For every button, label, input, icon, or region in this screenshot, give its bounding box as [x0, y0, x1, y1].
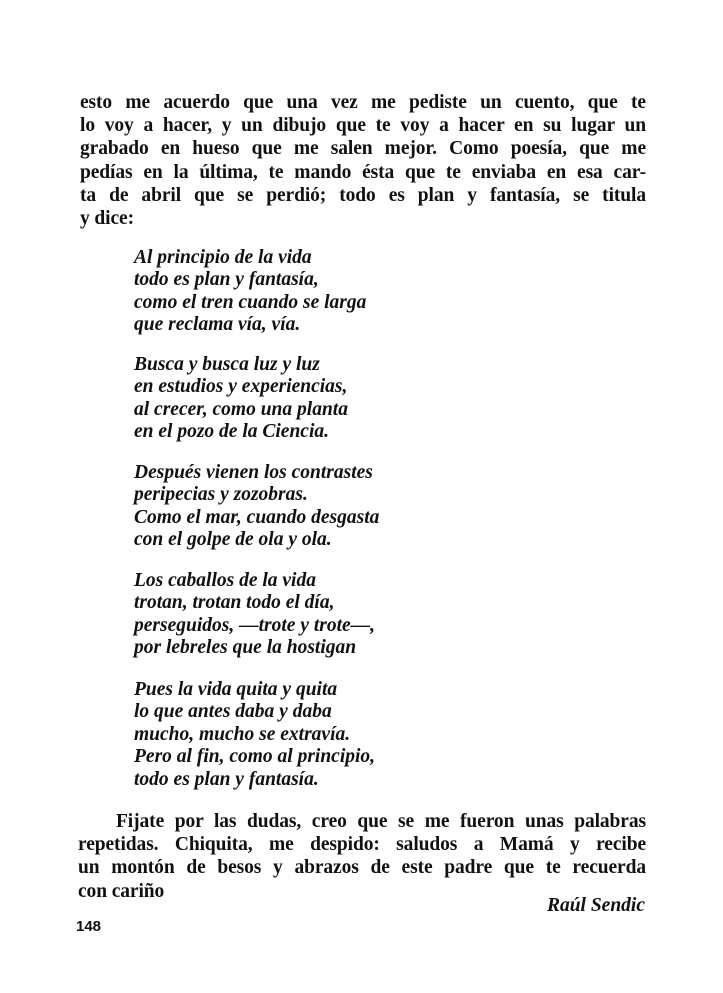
poem-line: Los caballos de la vida: [134, 570, 316, 591]
text-line: lo voy a hacer, y un dibujo que te voy a hacer en su lugar un: [80, 115, 646, 137]
poem-stanza-2: [134, 354, 348, 444]
poem-line: Pues la vida quita y quita: [134, 679, 338, 700]
closing-paragraph: [78, 810, 646, 903]
text-line: pedías en la última, te mando ésta que te enviaba en esa car-: [80, 161, 646, 183]
poem-stanza-3: [134, 462, 379, 552]
text-line: con cariño: [78, 880, 165, 902]
poem-line: con el golpe de ola y ola.: [134, 529, 332, 551]
poem-line: como el tren cuando se larga: [134, 291, 367, 313]
text-line: repetidas. Chiquita, me despido: saludos a Mamá y recibe: [78, 834, 646, 856]
text-line: grabado en hueso que me salen mejor. Como poesía, que me: [80, 138, 646, 160]
poem-stanza-5: [134, 679, 375, 791]
poem-line: todo es plan y fantasía,: [134, 269, 319, 291]
poem-line: Después vienen los contrastes: [134, 462, 373, 483]
poem-stanza-1: [134, 247, 366, 337]
poem-line: Al principio de la vida: [134, 247, 312, 268]
poem-line: Como el mar, cuando desgasta: [134, 506, 380, 528]
text-line: y dice:: [80, 208, 134, 230]
poem-stanza-4: [134, 570, 375, 660]
text-line: ta de abril que se perdió; todo es plan y fantasía, se titula: [80, 184, 646, 206]
poem-line: Busca y busca luz y luz: [134, 354, 320, 375]
signature: Raúl Sendic: [546, 895, 645, 916]
page-number: 148: [76, 918, 102, 935]
intro-paragraph: [80, 91, 646, 230]
poem-line: Pero al fin, como al principio,: [134, 746, 376, 768]
text-line: Fijate por las dudas, creo que se me fueron unas palabras: [116, 811, 646, 832]
poem-line: todo es plan y fantasía.: [134, 768, 319, 790]
poem-line: perseguidos, —trote y trote—,: [134, 614, 376, 636]
poem-line: que reclama vía, vía.: [134, 314, 301, 336]
poem-line: lo que antes daba y daba: [134, 701, 332, 723]
poem-line: trotan, trotan todo el día,: [134, 592, 335, 614]
poem-line: peripecias y zozobras.: [134, 484, 308, 506]
poem-line: por lebreles que la hostigan: [134, 637, 357, 659]
text-line: un montón de besos y abrazos de este padre que te recuerda: [78, 857, 646, 879]
poem-line: en el pozo de la Ciencia.: [134, 421, 329, 443]
text-line: esto me acuerdo que una vez me pediste un cuento, que te: [80, 92, 646, 113]
poem-line: al crecer, como una planta: [134, 398, 348, 420]
poem-line: mucho, mucho se extravía.: [134, 723, 351, 745]
poem-line: en estudios y experiencias,: [134, 376, 348, 398]
